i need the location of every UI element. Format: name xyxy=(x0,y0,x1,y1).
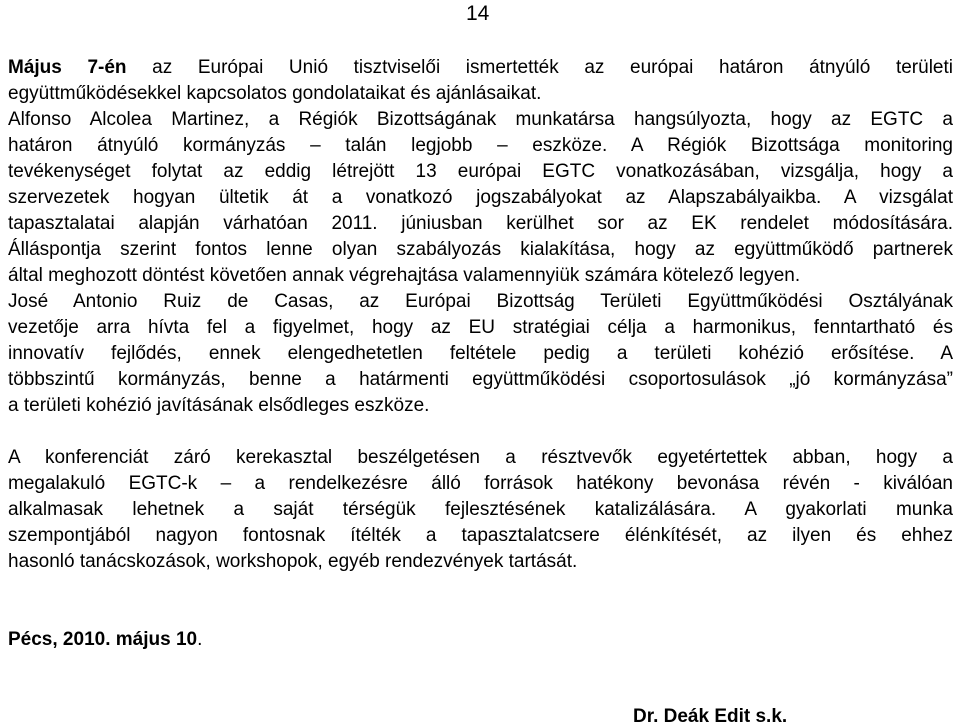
text-line: tevékenységet folytat az eddig létrejött 13 európai EGTC vonatkozásában, vizsgálja, hogy a xyxy=(8,161,953,182)
text-line: határon átnyúló kormányzás – talán legjobb – eszköze. A Régiók Bizottsága monitoring xyxy=(8,135,953,156)
text-line: innovatív fejlődés, ennek elengedhetetlen feltétele pedig a területi kohézió erősítése. A xyxy=(8,343,953,364)
text-line: a területi kohézió javításának elsődleges eszköze. xyxy=(8,395,430,416)
text-line: A konferenciát záró kerekasztal beszélgetésen a résztvevők egyetértettek abban, hogy a xyxy=(8,447,953,468)
text-line: által meghozott döntést követően annak végrehajtása valamennyiük számára kötelező legyen. xyxy=(8,265,801,286)
text-line: alkalmasak lehetnek a saját térségük fejlesztésének katalizálására. A gyakorlati munka xyxy=(8,499,953,520)
text-line: Alfonso Alcolea Martinez, a Régiók Bizottságának munkatársa hangsúlyozta, hogy az EGTC a xyxy=(8,109,953,130)
text-line: együttműködésekkel kapcsolatos gondolataikat és ajánlásaikat. xyxy=(8,83,542,104)
text-line: tapasztalatai alapján várhatóan 2011. júniusban kerülhet sor az EK rendelet módosítására. xyxy=(8,213,953,234)
text-line: Álláspontja szerint fontos lenne olyan szabályozás kialakítása, hogy az együttműködő partnerek xyxy=(8,239,953,260)
place-date-suffix: . xyxy=(197,629,203,650)
text-line-rest: az Európai Unió tisztviselői ismertették az európai határon átnyúló területi xyxy=(126,57,953,78)
text-line: szempontjából nagyon fontosnak ítélték a tapasztalatcsere élénkítését, az ilyen és ehhez xyxy=(8,525,953,546)
page-number: 14 xyxy=(466,2,490,25)
place-date xyxy=(8,627,953,653)
text-line: José Antonio Ruiz de Casas, az Európai Bizottság Területi Együttműködési Osztályának xyxy=(8,291,953,312)
text-line: vezetője arra hívta fel a figyelmet, hogy az EU stratégiai célja a harmonikus, fenntartható és xyxy=(8,317,953,338)
place-date-text: Pécs, 2010. május 10 xyxy=(8,629,198,650)
text-line: többszintű kormányzás, benne a határmenti együttműködési csoportosulások „jó kormányzása” xyxy=(8,369,953,390)
text-line: hasonló tanácskozások, workshopok, egyéb rendezvények tartását. xyxy=(8,551,578,572)
text-line: megalakuló EGTC-k – a rendelkezésre álló források hatékony bevonása révén - kiválóan xyxy=(8,473,953,494)
text-line: szervezetek hogyan ültetik át a vonatkozó jogszabályokat az Alapszabályaikba. A vizsgálat xyxy=(8,187,953,208)
text-line xyxy=(8,55,953,81)
signature: Dr. Deák Edit s.k. xyxy=(633,706,788,727)
date-emphasis: Május 7-én xyxy=(8,57,127,78)
